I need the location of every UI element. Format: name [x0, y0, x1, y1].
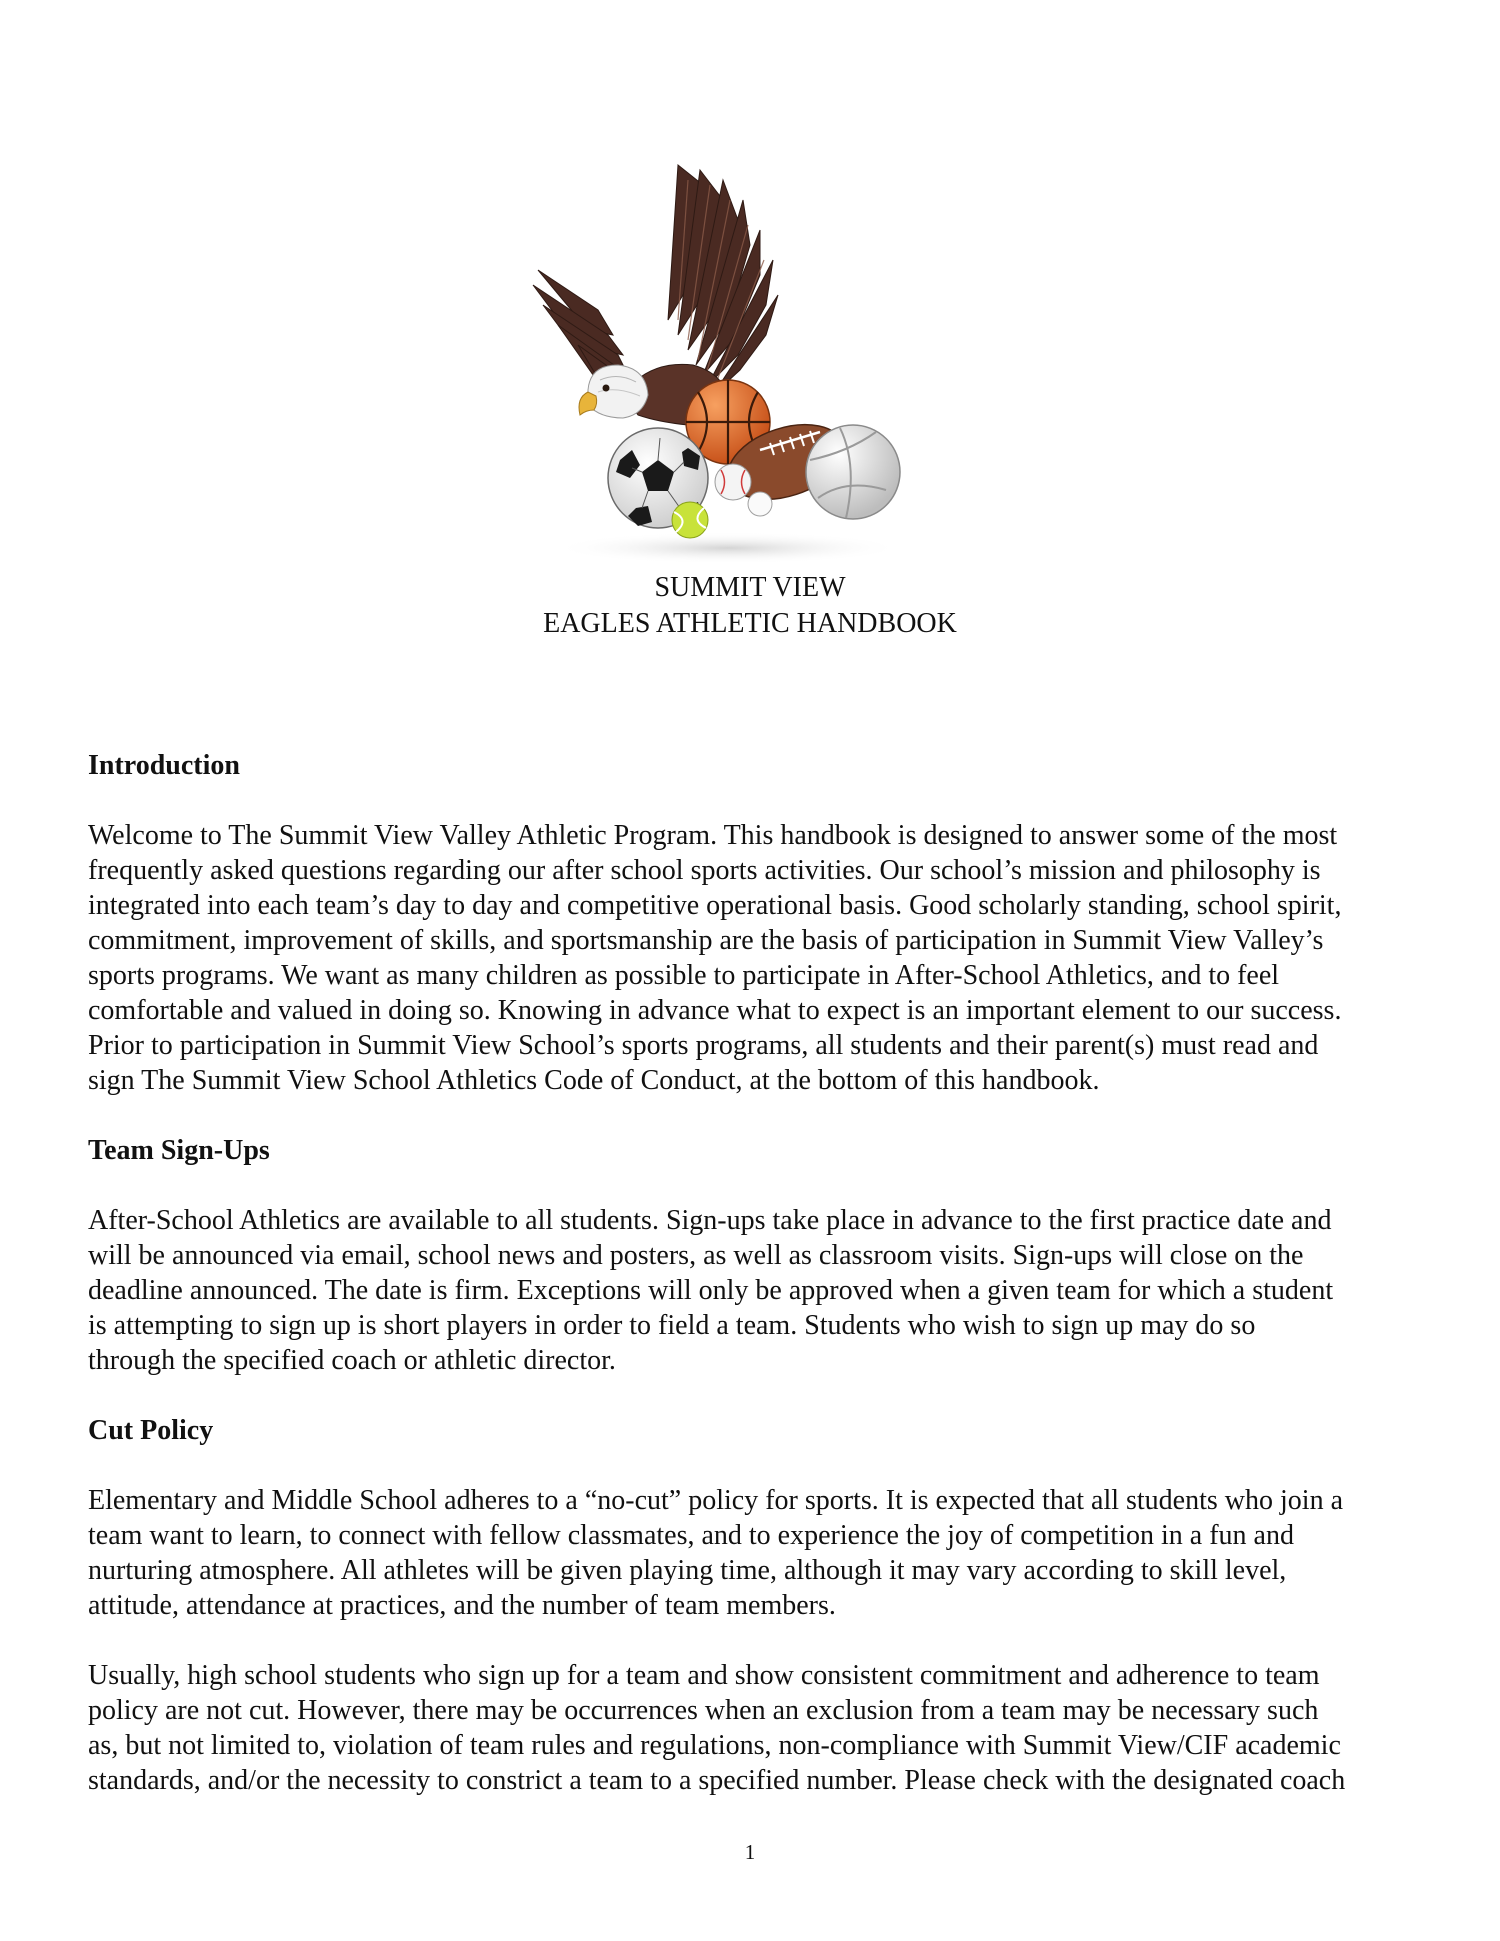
- text-line: standards, and/or the necessity to constrict a team to a specified number. Please check with the designated coach: [88, 1765, 1346, 1796]
- text-line: integrated into each team’s day to day and competitive operational basis. Good scholarly standing, school spirit,: [88, 890, 1342, 921]
- text-line: comfortable and valued in doing so. Knowing in advance what to expect is an important element to our success.: [88, 995, 1342, 1026]
- text-line: After-School Athletics are available to all students. Sign-ups take place in advance to the first practice date and: [88, 1205, 1332, 1236]
- eagle-beak: [579, 392, 597, 415]
- paragraph-team-sign-ups: [88, 1203, 1418, 1378]
- text-line: Welcome to The Summit View Valley Athletic Program. This handbook is designed to answer some of the most: [88, 820, 1338, 851]
- title-line-2: EAGLES ATHLETIC HANDBOOK: [543, 608, 957, 639]
- text-line: Prior to participation in Summit View School’s sports programs, all students and their parent(s) must read and: [88, 1030, 1319, 1061]
- text-line: sign The Summit View School Athletics Code of Conduct, at the bottom of this handbook.: [88, 1065, 1100, 1096]
- paragraph-cut-policy-2: [88, 1658, 1418, 1798]
- paragraph-introduction: [88, 818, 1418, 1098]
- title-line-1: SUMMIT VIEW: [654, 572, 846, 603]
- document-body: [88, 748, 1418, 1833]
- text-line: commitment, improvement of skills, and sportsmanship are the basis of participation in Summit View Valley’s: [88, 925, 1324, 956]
- paragraph-cut-policy-1: [88, 1483, 1418, 1623]
- eagle-head: [588, 365, 648, 418]
- text-line: sports programs. We want as many children as possible to participate in After-School Athletics, and to feel: [88, 960, 1280, 991]
- section-heading-cut-policy: Cut Policy: [88, 1415, 214, 1446]
- document-title: [0, 570, 1500, 642]
- text-line: through the specified coach or athletic director.: [88, 1345, 616, 1376]
- text-line: is attempting to sign up is short players in order to field a team. Students who wish to sign up may do so: [88, 1310, 1256, 1341]
- section-heading-introduction: Introduction: [88, 750, 240, 781]
- text-line: attitude, attendance at practices, and the number of team members.: [88, 1590, 836, 1621]
- text-line: Usually, high school students who sign up for a team and show consistent commitment and adherence to team: [88, 1660, 1320, 1691]
- text-line: frequently asked questions regarding our after school sports activities. Our school’s mission and philosophy is: [88, 855, 1321, 886]
- text-line: Elementary and Middle School adheres to a “no-cut” policy for sports. It is expected that all students who join a: [88, 1485, 1343, 1516]
- golf-ball: [748, 492, 772, 516]
- page-number: 1: [744, 1840, 756, 1864]
- text-line: as, but not limited to, violation of team rules and regulations, non-compliance with Summit View/CIF academic: [88, 1730, 1341, 1761]
- section-heading-team-sign-ups: Team Sign-Ups: [88, 1135, 270, 1166]
- text-line: team want to learn, to connect with fellow classmates, and to experience the joy of competition in a fun and: [88, 1520, 1294, 1551]
- eagle-sports-logo-icon: [528, 160, 918, 565]
- baseball: [715, 464, 751, 500]
- text-line: nurturing atmosphere. All athletes will be given playing time, although it may vary according to skill level,: [88, 1555, 1287, 1586]
- volleyball: [806, 425, 900, 519]
- text-line: policy are not cut. However, there may be occurrences when an exclusion from a team may be necessary such: [88, 1695, 1319, 1726]
- text-line: will be announced via email, school news and posters, as well as classroom visits. Sign-ups will close on the: [88, 1240, 1304, 1271]
- eagle-right-wing: [668, 165, 778, 395]
- tennis-ball: [672, 502, 708, 538]
- text-line: deadline announced. The date is firm. Exceptions will only be approved when a given team for which a student: [88, 1275, 1334, 1306]
